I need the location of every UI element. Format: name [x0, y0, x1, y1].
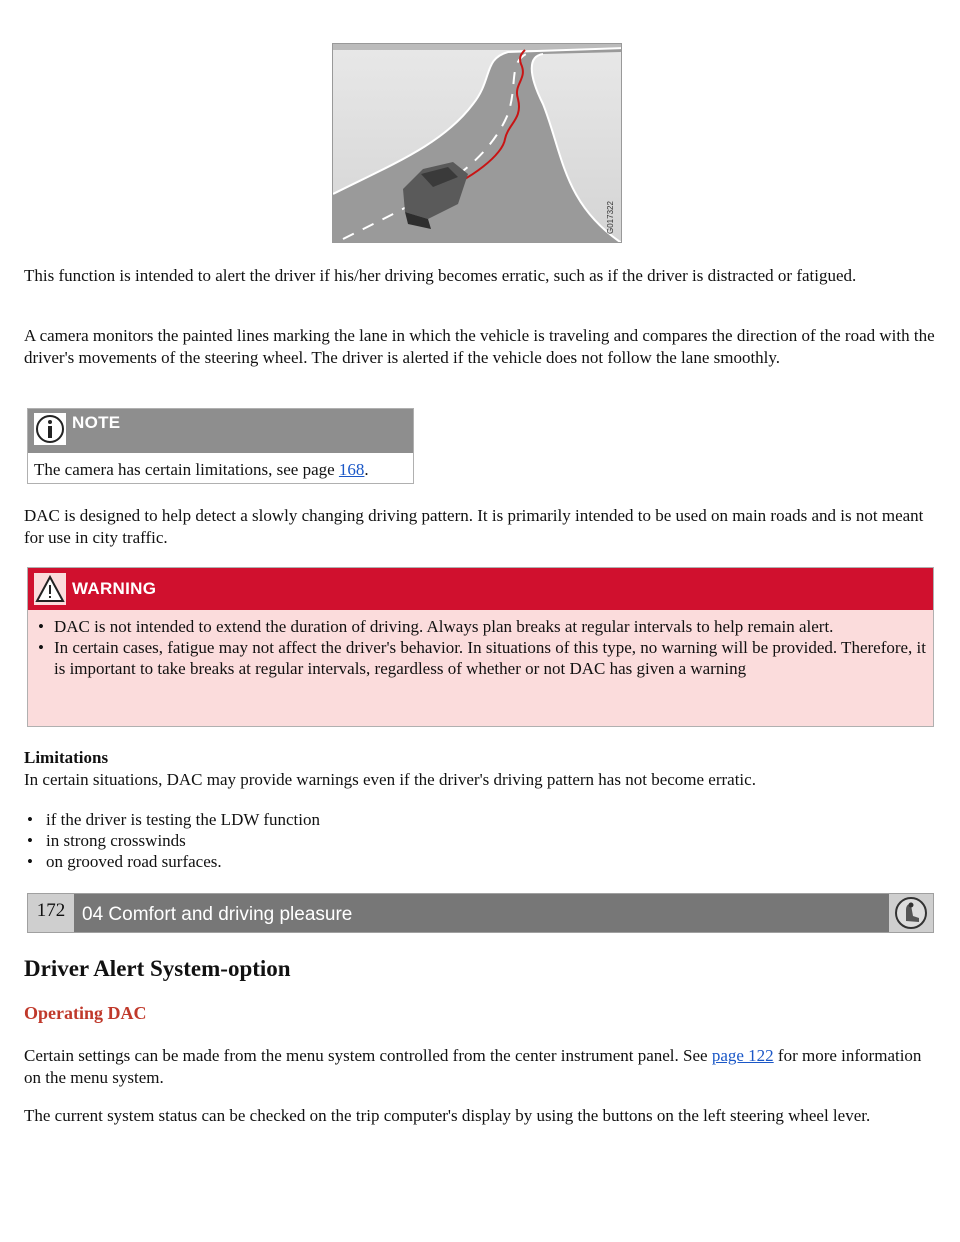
- limitations-heading: Limitations: [24, 748, 109, 767]
- warning-list: [28, 610, 933, 679]
- note-title: NOTE: [72, 413, 121, 432]
- note-page-link[interactable]: 168: [338, 460, 365, 479]
- warning-triangle-icon: [34, 573, 66, 605]
- limitations-text: In certain situations, DAC may provide warnings even if the driver's driving pattern has not become erratic.: [24, 770, 756, 789]
- menu-page-link[interactable]: page 122: [711, 1046, 774, 1065]
- dac-paragraph: DAC is designed to help detect a slowly changing driving pattern. It is primarily intended to be used on main roads and is not meant for use in city traffic.: [24, 506, 924, 547]
- chapter-icon-box: [889, 894, 933, 932]
- list-item: • on grooved road surfaces.: [24, 851, 320, 872]
- note-box: [27, 408, 414, 484]
- page-number: 172: [28, 894, 74, 932]
- note-text: The camera has certain limitations, see page: [34, 460, 339, 479]
- operating-paragraph-1: [24, 1045, 936, 1089]
- operating-text-end: for more information on the menu system.: [24, 1046, 922, 1087]
- operating-text: Certain settings can be made from the menu system controlled from the center instrument panel. See: [24, 1046, 712, 1065]
- intro-paragraph-2: A camera monitors the painted lines marking the lane in which the vehicle is traveling and compares the direction of the road with the driver's movements of the steering wheel. The driver is alerted if the vehicle does not follow the lane smoothly.: [24, 326, 935, 367]
- limitations-list: [24, 809, 320, 872]
- operating-paragraph-2: The current system status can be checked on the trip computer's display by using the buttons on the left steering wheel lever.: [24, 1106, 871, 1125]
- list-item: • in strong crosswinds: [24, 830, 320, 851]
- section-title: Driver Alert System-option: [24, 956, 291, 981]
- chapter-title: 04 Comfort and driving pleasure: [82, 904, 353, 925]
- info-icon: [34, 413, 66, 445]
- section-subtitle: Operating DAC: [24, 1003, 147, 1023]
- note-header: [28, 409, 413, 453]
- page-footer-bar: [27, 893, 934, 933]
- note-body: [28, 453, 413, 487]
- warning-item: • In certain cases, fatigue may not affect the driver's behavior. In situations of this type, no warning will be provided. Therefore, it is important to take breaks at regular intervals, regardless of whether or not DAC has given a warning: [34, 637, 927, 679]
- intro-paragraph-1: This function is intended to alert the driver if his/her driving becomes erratic, such as if the driver is distracted or fatigued.: [24, 266, 857, 285]
- list-item: • if the driver is testing the LDW function: [24, 809, 320, 830]
- figure-code: G017322: [606, 201, 615, 234]
- warning-box: [27, 567, 934, 727]
- warning-header: [28, 568, 933, 610]
- road-illustration: [332, 43, 622, 243]
- seat-icon: [894, 896, 928, 930]
- note-text-end: .: [364, 460, 369, 479]
- road-drawing: [333, 44, 622, 243]
- warning-item: • DAC is not intended to extend the duration of driving. Always plan breaks at regular intervals to help remain alert.: [34, 616, 927, 637]
- warning-title: WARNING: [72, 579, 157, 598]
- limitations-block: [24, 747, 936, 791]
